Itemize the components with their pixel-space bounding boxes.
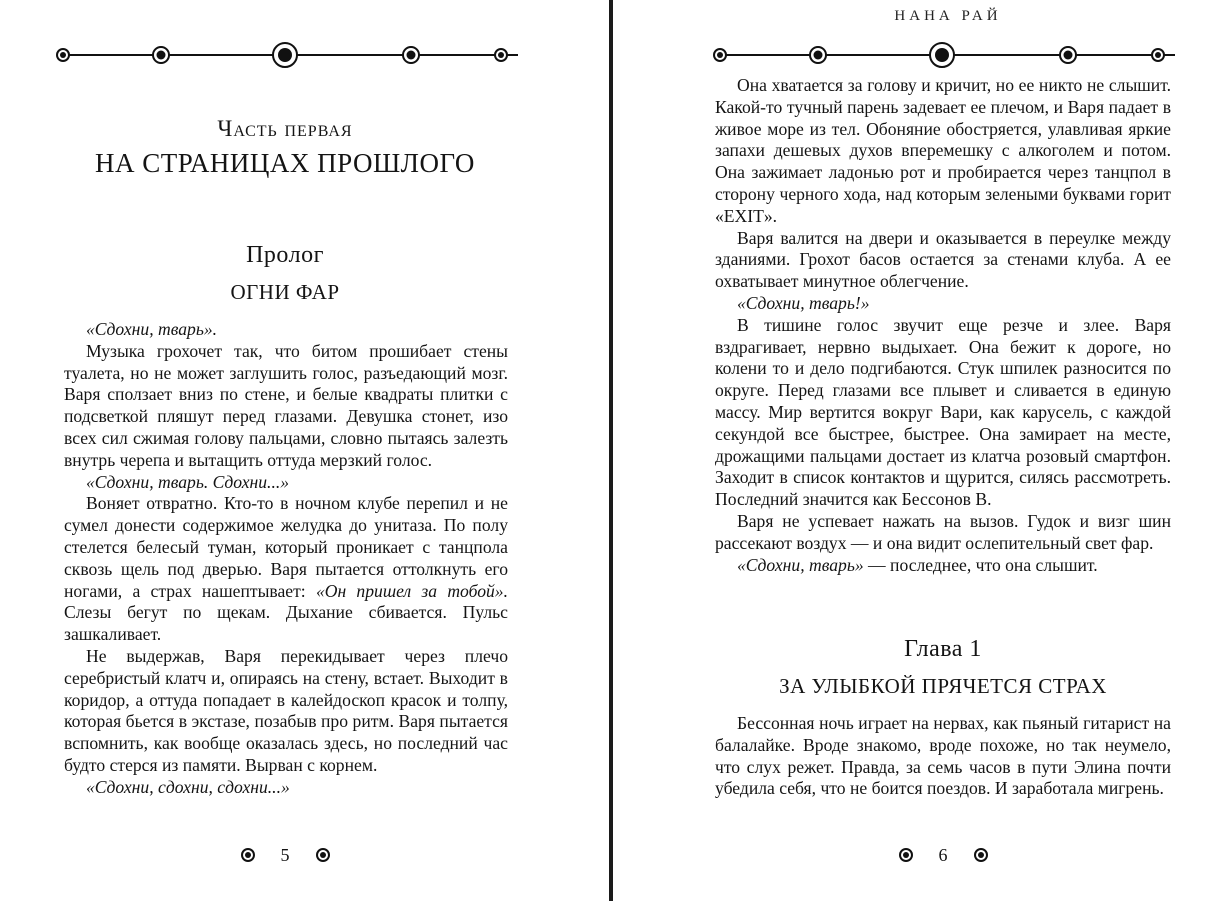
footer-ornament-dot [316, 848, 330, 862]
ornament-dot [713, 48, 727, 62]
paragraph: В тишине голос звучит еще резче и злее. Варя вздрагивает, нервно выдыхает. Она бежит к дороге, но колени то и дело подгибаются. Стук шпилек разносится по округе. Перед глазами все плывет и сливается в единую массу. Мир вертится вокруг Вари, как карусель, с каждой секундой все быстрее, быстрее. Она замирает на месте, дрожащими пальцами достает из клатча розовый смартфон. Заходит в список контактов и щурится, силясь рассмотреть. Последний значится как Бессонов В. [715, 314, 1171, 510]
chapter-title: ОГНИ ФАР [230, 280, 340, 304]
header-ornament [713, 40, 1183, 70]
ornament-dot-center [272, 42, 298, 68]
chapter-label: Глава 1 [904, 636, 982, 662]
ornament-dot-center [929, 42, 955, 68]
ornament-dot [809, 46, 827, 64]
ornament-dot [402, 46, 420, 64]
paragraph: Она хватается за голову и кричит, но ее никто не слышит. Какой-то тучный парень задевает ее плечом, и Варя падает в живое море из тел. Обоняние обостряется, улавливая яркие запахи дешевых духов вперемешку с алкоголем и потом. Она зажимает ладонью рот и пробирается через танцпол в сторону черного хода, над которым зелеными буквами горит «EXIT». [715, 75, 1171, 226]
part-label: Часть первая [217, 116, 353, 141]
paragraph: «Сдохни, сдохни, сдохни...» [86, 776, 290, 797]
paragraph: Воняет отвратно. Кто-то в ночном клубе перепил и не сумел донести содержимое желудка до унитаза. По полу стелется белесый туман, который проникает с танцпола сквозь щель под дверью. Варя пытается оттолкнуть его ногами, а страх нашептывает: «Он пришел за тобой». Слезы бегут по щекам. Дыхание сбивается. Пульс зашкаливает. [64, 493, 508, 645]
running-head-author: НАНА РАЙ [894, 8, 1002, 24]
paragraph: Варя валится на двери и оказывается в переулке между зданиями. Грохот басов остается за стенами клуба. А ее охватывает минутное облегчение. [715, 227, 1171, 292]
paragraph: «Сдохни, тварь!» [737, 292, 870, 313]
paragraph: Бессонная ночь играет на нервах, как пьяный гитарист на балалайке. Вроде знакомо, вроде похоже, но так неумело, что слух режет. Правда, за семь часов в пути Элина почти убедила себя, что не боится поездов. И заработала мигрень. [715, 713, 1171, 799]
paragraph: «Сдохни, тварь» — последнее, что она слышит. [737, 554, 1098, 575]
body-text [64, 319, 508, 799]
footer-ornament-dot [241, 848, 255, 862]
ornament-dot [152, 46, 170, 64]
ornament-dot [1151, 48, 1165, 62]
left-page [0, 0, 609, 901]
chapter-body-text [715, 713, 1171, 800]
paragraph: Музыка грохочет так, что битом прошибает стены туалета, но не может заглушить голос, разъедающий мозг. Варя сползает вниз по стене, и белые квадраты плитки с подсветкой пляшут перед глазами. Девушка стонет, изо всех сил сжимая голову пальцами, словно пытаясь залезть внутрь черепа и вытащить оттуда мерзкий голос. [64, 340, 508, 470]
header-ornament [56, 40, 526, 70]
ornament-dot [494, 48, 508, 62]
paragraph: «Сдохни, тварь». [86, 319, 218, 339]
ornament-dot [1059, 46, 1077, 64]
part-title: НА СТРАНИЦАХ ПРОШЛОГО [95, 148, 475, 178]
body-text [715, 75, 1171, 576]
page-number: 6 [938, 844, 948, 865]
page-footer [0, 843, 570, 867]
chapter-label: Пролог [246, 242, 324, 268]
footer-ornament-dot [974, 848, 988, 862]
footer-ornament-dot [899, 848, 913, 862]
ornament-dot [56, 48, 70, 62]
paragraph: Не выдержав, Варя перекидывает через плечо серебристый клатч и, опираясь на стену, встает. Выходит в коридор, а оттуда попадает в калейдоскоп красок и толпу, которая бьется в экстазе, позабыв про ритм. Варя пытается вспомнить, как вообще оказалась здесь, но последний час будто стерся из памяти. Вырван с корнем. [64, 645, 508, 775]
paragraph: «Сдохни, тварь. Сдохни...» [86, 471, 290, 492]
chapter-title: ЗА УЛЫБКОЙ ПРЯЧЕТСЯ СТРАХ [779, 674, 1107, 698]
right-page [613, 0, 1225, 901]
paragraph: Варя не успевает нажать на вызов. Гудок и визг шин рассекают воздух — и она видит ослепительный свет фар. [715, 510, 1171, 553]
page-number: 5 [280, 844, 290, 865]
page-footer [643, 843, 1225, 867]
